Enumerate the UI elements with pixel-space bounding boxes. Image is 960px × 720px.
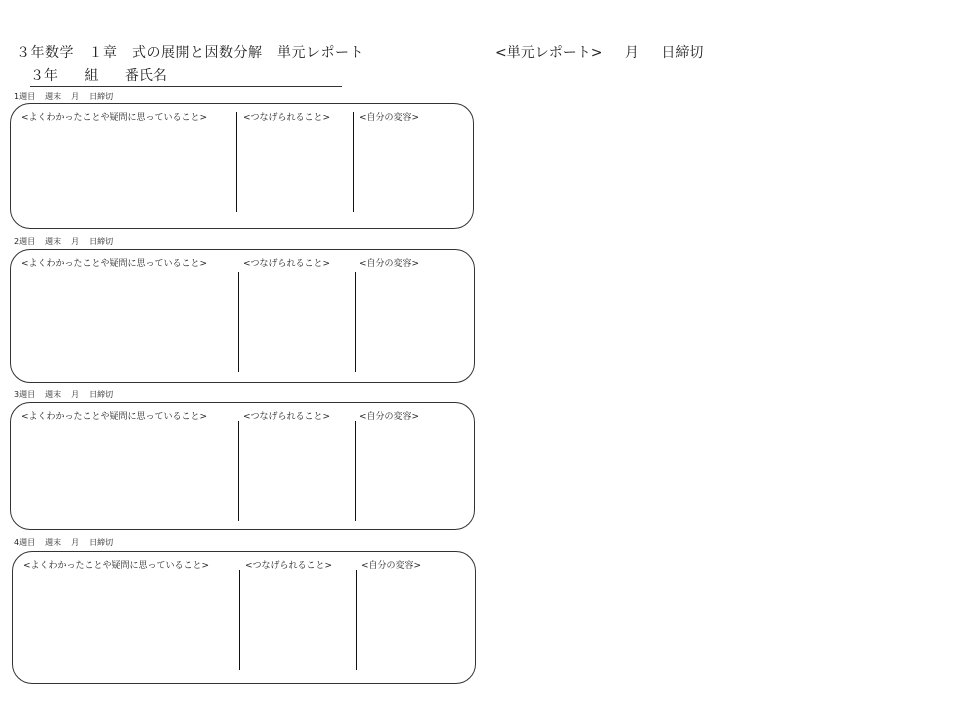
column-divider	[355, 272, 356, 372]
weekend-label: 週末	[45, 538, 62, 547]
column-divider	[353, 112, 354, 212]
week-1-label	[14, 91, 123, 102]
self-change-column-header: <自分の変容>	[359, 412, 420, 422]
connections-column-header: <つなげられること>	[243, 113, 331, 123]
weekend-label: 週末	[45, 237, 62, 246]
month-label: 月	[71, 92, 80, 101]
week-number: 1週目	[14, 92, 36, 101]
column-divider	[238, 272, 239, 372]
month-label: 月	[71, 538, 80, 547]
connections-column-header: <つなげられること>	[243, 412, 331, 422]
week-2-report-box	[10, 249, 475, 383]
week-3-label	[14, 389, 123, 400]
week-1-report-box	[10, 103, 474, 229]
week-4-label	[14, 537, 123, 548]
grade-label: ３年	[30, 68, 58, 84]
column-divider	[236, 112, 237, 212]
unit-report-deadline-header	[495, 42, 721, 62]
deadline-month-label: 月	[624, 45, 639, 61]
week-2-label	[14, 236, 123, 247]
student-info-line	[30, 65, 342, 87]
column-divider	[239, 570, 240, 670]
self-change-column-header: <自分の変容>	[361, 561, 422, 571]
column-divider	[355, 421, 356, 521]
self-change-column-header: <自分の変容>	[359, 113, 420, 123]
month-label: 月	[71, 390, 80, 399]
week-number: 3週目	[14, 390, 36, 399]
column-divider	[238, 421, 239, 521]
weekend-label: 週末	[45, 92, 62, 101]
week-4-report-box	[12, 551, 476, 684]
understood-column-header: <よくわかったことや疑問に思っていること>	[21, 113, 208, 123]
self-change-column-header: <自分の変容>	[359, 259, 420, 269]
connections-column-header: <つなげられること>	[243, 259, 331, 269]
weekend-label: 週末	[45, 390, 62, 399]
week-number: 2週目	[14, 237, 36, 246]
deadline-label: 日締切	[89, 92, 114, 101]
unit-report-label: <単元レポート>	[495, 45, 603, 61]
understood-column-header: <よくわかったことや疑問に思っていること>	[21, 259, 208, 269]
deadline-label: 日締切	[89, 538, 114, 547]
week-3-report-box	[10, 402, 475, 530]
deadline-day-label: 日締切	[661, 45, 704, 61]
understood-column-header: <よくわかったことや疑問に思っていること>	[23, 561, 210, 571]
month-label: 月	[71, 237, 80, 246]
connections-column-header: <つなげられること>	[245, 561, 333, 571]
column-divider	[356, 570, 357, 670]
deadline-label: 日締切	[89, 237, 114, 246]
deadline-label: 日締切	[89, 390, 114, 399]
class-label: 組	[84, 68, 99, 84]
document-title: ３年数学 １章 式の展開と因数分解 単元レポート	[16, 45, 364, 61]
week-number: 4週目	[14, 538, 36, 547]
number-name-label: 番氏名	[124, 68, 167, 84]
understood-column-header: <よくわかったことや疑問に思っていること>	[21, 412, 208, 422]
